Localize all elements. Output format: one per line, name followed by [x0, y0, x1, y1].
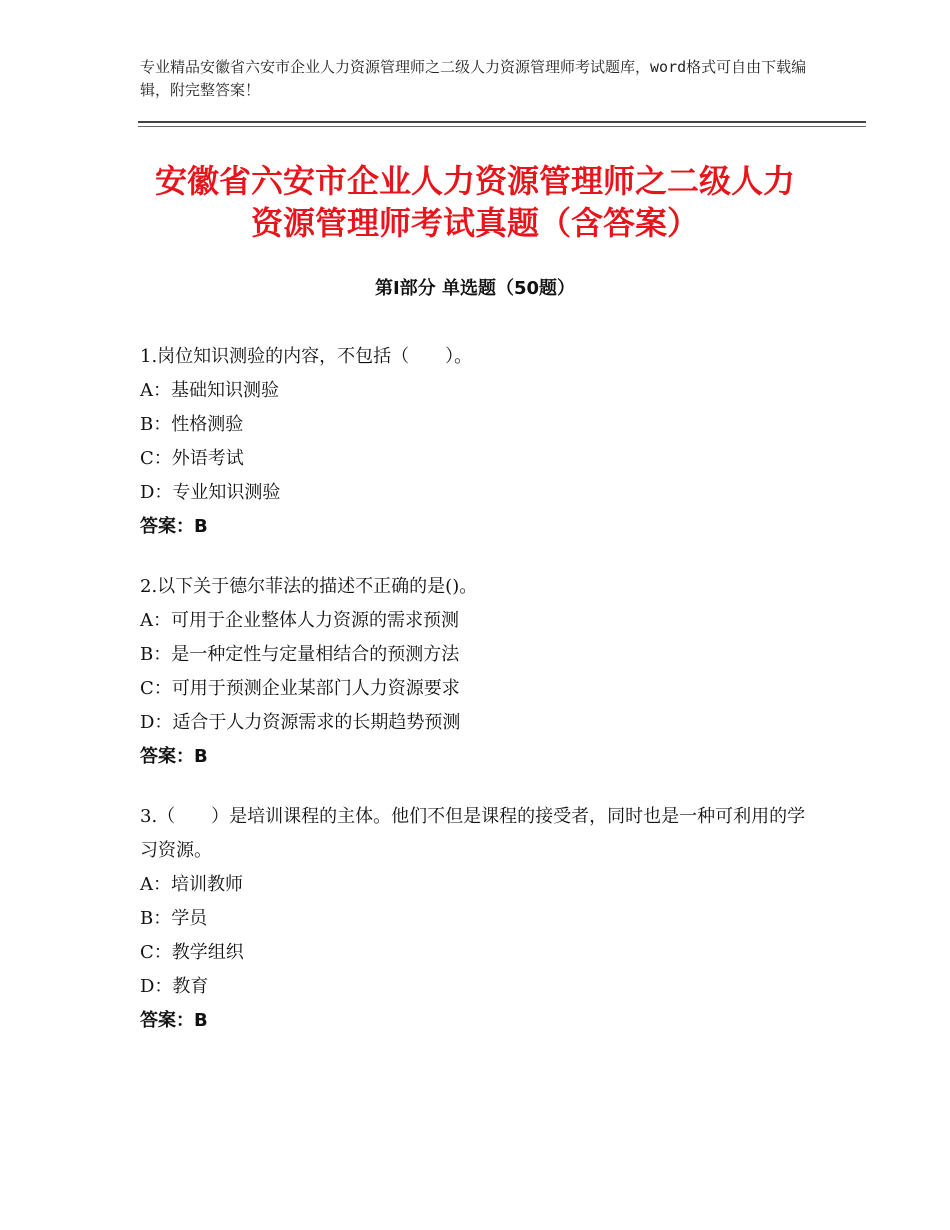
header-note: 专业精品安徽省六安市企业人力资源管理师之二级人力资源管理师考试题库，word格式可自由下载编辑，附完整答案！	[140, 58, 807, 99]
answer: 答案：B	[140, 746, 208, 767]
option-c: C：可用于预测企业某部门人力资源要求	[140, 678, 460, 699]
question-list	[140, 340, 810, 1064]
answer: 答案：B	[140, 516, 208, 537]
option-a: A：基础知识测验	[140, 380, 279, 401]
option-a: A：可用于企业整体人力资源的需求预测	[140, 610, 459, 631]
option-a: A：培训教师	[140, 874, 243, 895]
question-stem: 1.岗位知识测验的内容，不包括（ ）。	[140, 346, 473, 367]
header-divider-thick	[138, 121, 866, 123]
question-3	[140, 800, 810, 1038]
question-2	[140, 570, 810, 774]
option-c: C：教学组织	[140, 942, 244, 963]
option-d: D：专业知识测验	[140, 482, 281, 503]
answer: 答案：B	[140, 1010, 208, 1031]
option-b: B：性格测验	[140, 414, 244, 435]
question-1	[140, 340, 810, 544]
section-title: 第Ⅰ部分 单选题（50题）	[374, 278, 575, 299]
option-d: D：教育	[140, 976, 209, 997]
header-divider-thin	[138, 126, 866, 127]
question-stem: 3.（ ）是培训课程的主体。他们不但是课程的接受者，同时也是一种可利用的学习资源。	[140, 806, 806, 861]
option-c: C：外语考试	[140, 448, 244, 469]
document-title: 安徽省六安市企业人力资源管理师之二级人力资源管理师考试真题（含答案）	[154, 162, 795, 242]
question-stem: 2.以下关于德尔菲法的描述不正确的是()。	[140, 576, 478, 597]
option-d: D：适合于人力资源需求的长期趋势预测	[140, 712, 461, 733]
option-b: B：学员	[140, 908, 208, 929]
option-b: B：是一种定性与定量相结合的预测方法	[140, 644, 460, 665]
